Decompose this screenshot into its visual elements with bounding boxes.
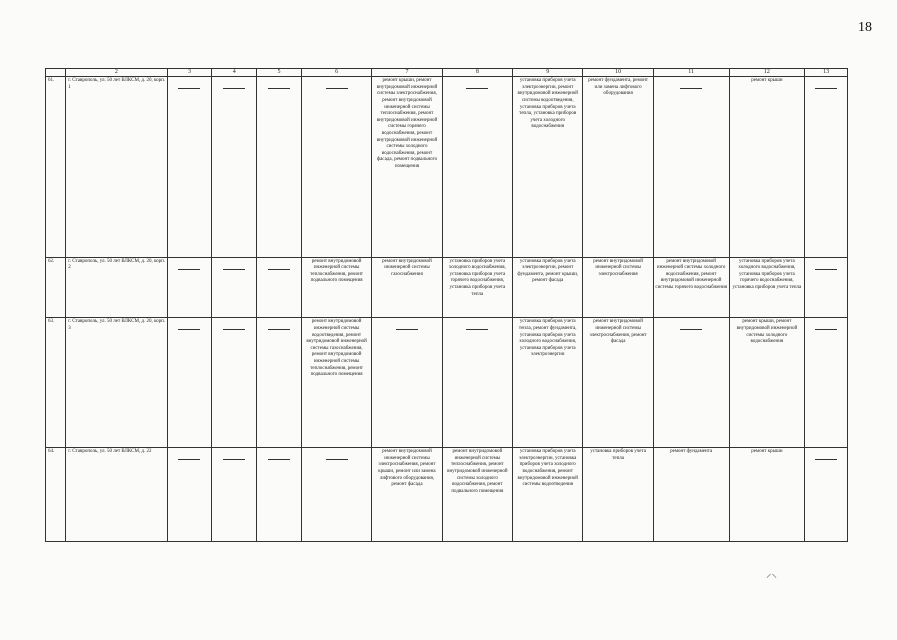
row-number: 62. bbox=[46, 257, 66, 318]
dash-mark bbox=[268, 459, 290, 460]
dash-mark bbox=[815, 459, 837, 460]
dash-mark bbox=[178, 459, 200, 460]
work-cell: ремонт внутридомовой инженерной системы газоснабжения bbox=[372, 257, 442, 318]
empty-cell bbox=[805, 77, 848, 257]
column-header: 2 bbox=[66, 69, 167, 77]
column-header: 4 bbox=[212, 69, 257, 77]
empty-cell bbox=[442, 77, 512, 257]
row-number: 64. bbox=[46, 448, 66, 542]
column-header: 12 bbox=[729, 69, 805, 77]
empty-cell bbox=[257, 448, 302, 542]
work-cell: ремонт крыши bbox=[729, 448, 805, 542]
empty-cell bbox=[805, 257, 848, 318]
column-header: 3 bbox=[167, 69, 212, 77]
dash-mark bbox=[178, 88, 200, 89]
dash-mark bbox=[326, 88, 348, 89]
empty-cell bbox=[372, 318, 442, 448]
column-number-row bbox=[46, 69, 848, 77]
row-number: 61. bbox=[46, 77, 66, 257]
work-cell: ремонт внутридомовой инженерной системы электроснабжения bbox=[583, 257, 653, 318]
empty-cell bbox=[653, 318, 729, 448]
dash-mark bbox=[815, 329, 837, 330]
dash-mark bbox=[223, 269, 245, 270]
address-cell: г. Ставрополь, ул. 50 лет ВЛКСМ, д. 20, корп. 3 bbox=[66, 318, 167, 448]
work-cell: установка приборов учета тепла, ремонт фундамента, установка приборов учета холодного водоснабжения, установка приборов учета электроэнергии bbox=[513, 318, 583, 448]
column-header: 13 bbox=[805, 69, 848, 77]
work-cell: ремонт крыши bbox=[729, 77, 805, 257]
empty-cell bbox=[212, 77, 257, 257]
work-cell: ремонт внутридомовой инженерной системы холодного водоснабжения, ремонт внутридомовой инженерной системы горячего водоснабжения bbox=[653, 257, 729, 318]
dash-mark bbox=[223, 88, 245, 89]
empty-cell bbox=[167, 448, 212, 542]
dash-mark bbox=[815, 269, 837, 270]
empty-cell bbox=[301, 448, 371, 542]
address-cell: г. Ставрополь, ул. 50 лет ВЛКСМ, д. 22 bbox=[66, 448, 167, 542]
work-cell: ремонт фундамента bbox=[653, 448, 729, 542]
dash-mark bbox=[268, 88, 290, 89]
dash-mark bbox=[680, 329, 702, 330]
dash-mark bbox=[268, 269, 290, 270]
table-row bbox=[46, 448, 848, 542]
dash-mark bbox=[815, 88, 837, 89]
column-header: 5 bbox=[257, 69, 302, 77]
dash-mark bbox=[396, 329, 418, 330]
work-cell: установка приборов учета электроэнергии, ремонт внутридомовой инженерной системы водоотведения, установка приборов учета тепла, установка приборов учета холодного водоснабжения bbox=[513, 77, 583, 257]
dash-mark bbox=[223, 459, 245, 460]
column-header: 11 bbox=[653, 69, 729, 77]
work-cell: установка приборов учета холодного водоснабжения, установка приборов учета горячего водоснабжения, установка приборов учета тепла bbox=[442, 257, 512, 318]
pen-mark: ⸝⸜ bbox=[766, 568, 777, 580]
dash-mark bbox=[223, 329, 245, 330]
table-row bbox=[46, 257, 848, 318]
work-cell: установка приборов учета холодного водоснабжения, установка приборов учета горячего водоснабжения, установка приборов учета тепла bbox=[729, 257, 805, 318]
column-header: 10 bbox=[583, 69, 653, 77]
empty-cell bbox=[653, 77, 729, 257]
empty-cell bbox=[167, 318, 212, 448]
work-cell: ремонт крыши, ремонт внутридомовой инженерной системы электроснабжения, ремонт внутридомовой инженерной системы теплоснабжения, ремонт внутридомовой инженерной системы горячего водоснабжения, ремонт внутридомовой инженерной системы холодного водоснабжения, ремонт фасада, ремонт подвального помещения bbox=[372, 77, 442, 257]
table-row bbox=[46, 318, 848, 448]
work-cell: ремонт внутридомовой инженерной системы электроснабжения, ремонт фасада bbox=[583, 318, 653, 448]
row-number: 63. bbox=[46, 318, 66, 448]
column-header: 7 bbox=[372, 69, 442, 77]
empty-cell bbox=[805, 318, 848, 448]
column-header: 9 bbox=[513, 69, 583, 77]
table-row bbox=[46, 77, 848, 257]
empty-cell bbox=[167, 257, 212, 318]
empty-cell bbox=[301, 77, 371, 257]
work-cell: установка приборов учета тепла bbox=[583, 448, 653, 542]
dash-mark bbox=[326, 459, 348, 460]
empty-cell bbox=[257, 257, 302, 318]
column-header bbox=[46, 69, 66, 77]
repair-schedule-table bbox=[45, 68, 848, 542]
dash-mark bbox=[268, 329, 290, 330]
empty-cell bbox=[167, 77, 212, 257]
work-cell: ремонт внутридомовой инженерной системы водоотведения, ремонт внутридомовой инженерной системы газоснабжения, ремонт внутридомовой инженерной системы теплоснабжения, ремонт подвального помещения bbox=[301, 318, 371, 448]
column-header: 8 bbox=[442, 69, 512, 77]
empty-cell bbox=[805, 448, 848, 542]
address-cell: г. Ставрополь, ул. 50 лет ВЛКСМ, д. 20, корп. 2 bbox=[66, 257, 167, 318]
dash-mark bbox=[680, 88, 702, 89]
address-cell: г. Ставрополь, ул. 50 лет ВЛКСМ, д. 20, корп. 1 bbox=[66, 77, 167, 257]
empty-cell bbox=[257, 77, 302, 257]
work-cell: ремонт крыши, ремонт внутридомовой инженерной системы холодного водоснабжения bbox=[729, 318, 805, 448]
empty-cell bbox=[212, 448, 257, 542]
work-cell: ремонт внутридомовой инженерной системы теплоснабжения, ремонт внутридомовой инженерной системы холодного водоснабжения, ремонт подвального помещения bbox=[442, 448, 512, 542]
empty-cell bbox=[212, 318, 257, 448]
work-cell: ремонт внутридомовой инженерной системы электроснабжения, ремонт крыши, ремонт или замена лифтового оборудования, ремонт фасада bbox=[372, 448, 442, 542]
dash-mark bbox=[466, 88, 488, 89]
empty-cell bbox=[442, 318, 512, 448]
page-number: 18 bbox=[858, 20, 872, 35]
work-cell: ремонт фундамента, ремонт или замена лифтового оборудования bbox=[583, 77, 653, 257]
column-header: 6 bbox=[301, 69, 371, 77]
empty-cell bbox=[212, 257, 257, 318]
dash-mark bbox=[178, 329, 200, 330]
empty-cell bbox=[257, 318, 302, 448]
work-cell: установка приборов учета электроэнергии, ремонт фундамента, ремонт крыши, ремонт фасада bbox=[513, 257, 583, 318]
work-cell: ремонт внутридомовой инженерной системы теплоснабжения, ремонт подвального помещения bbox=[301, 257, 371, 318]
dash-mark bbox=[466, 329, 488, 330]
work-cell: установка приборов учета электроэнергии, установка приборов учета холодного водоснабжения, ремонт внутридомовой инженерной системы водоотведения bbox=[513, 448, 583, 542]
dash-mark bbox=[178, 269, 200, 270]
